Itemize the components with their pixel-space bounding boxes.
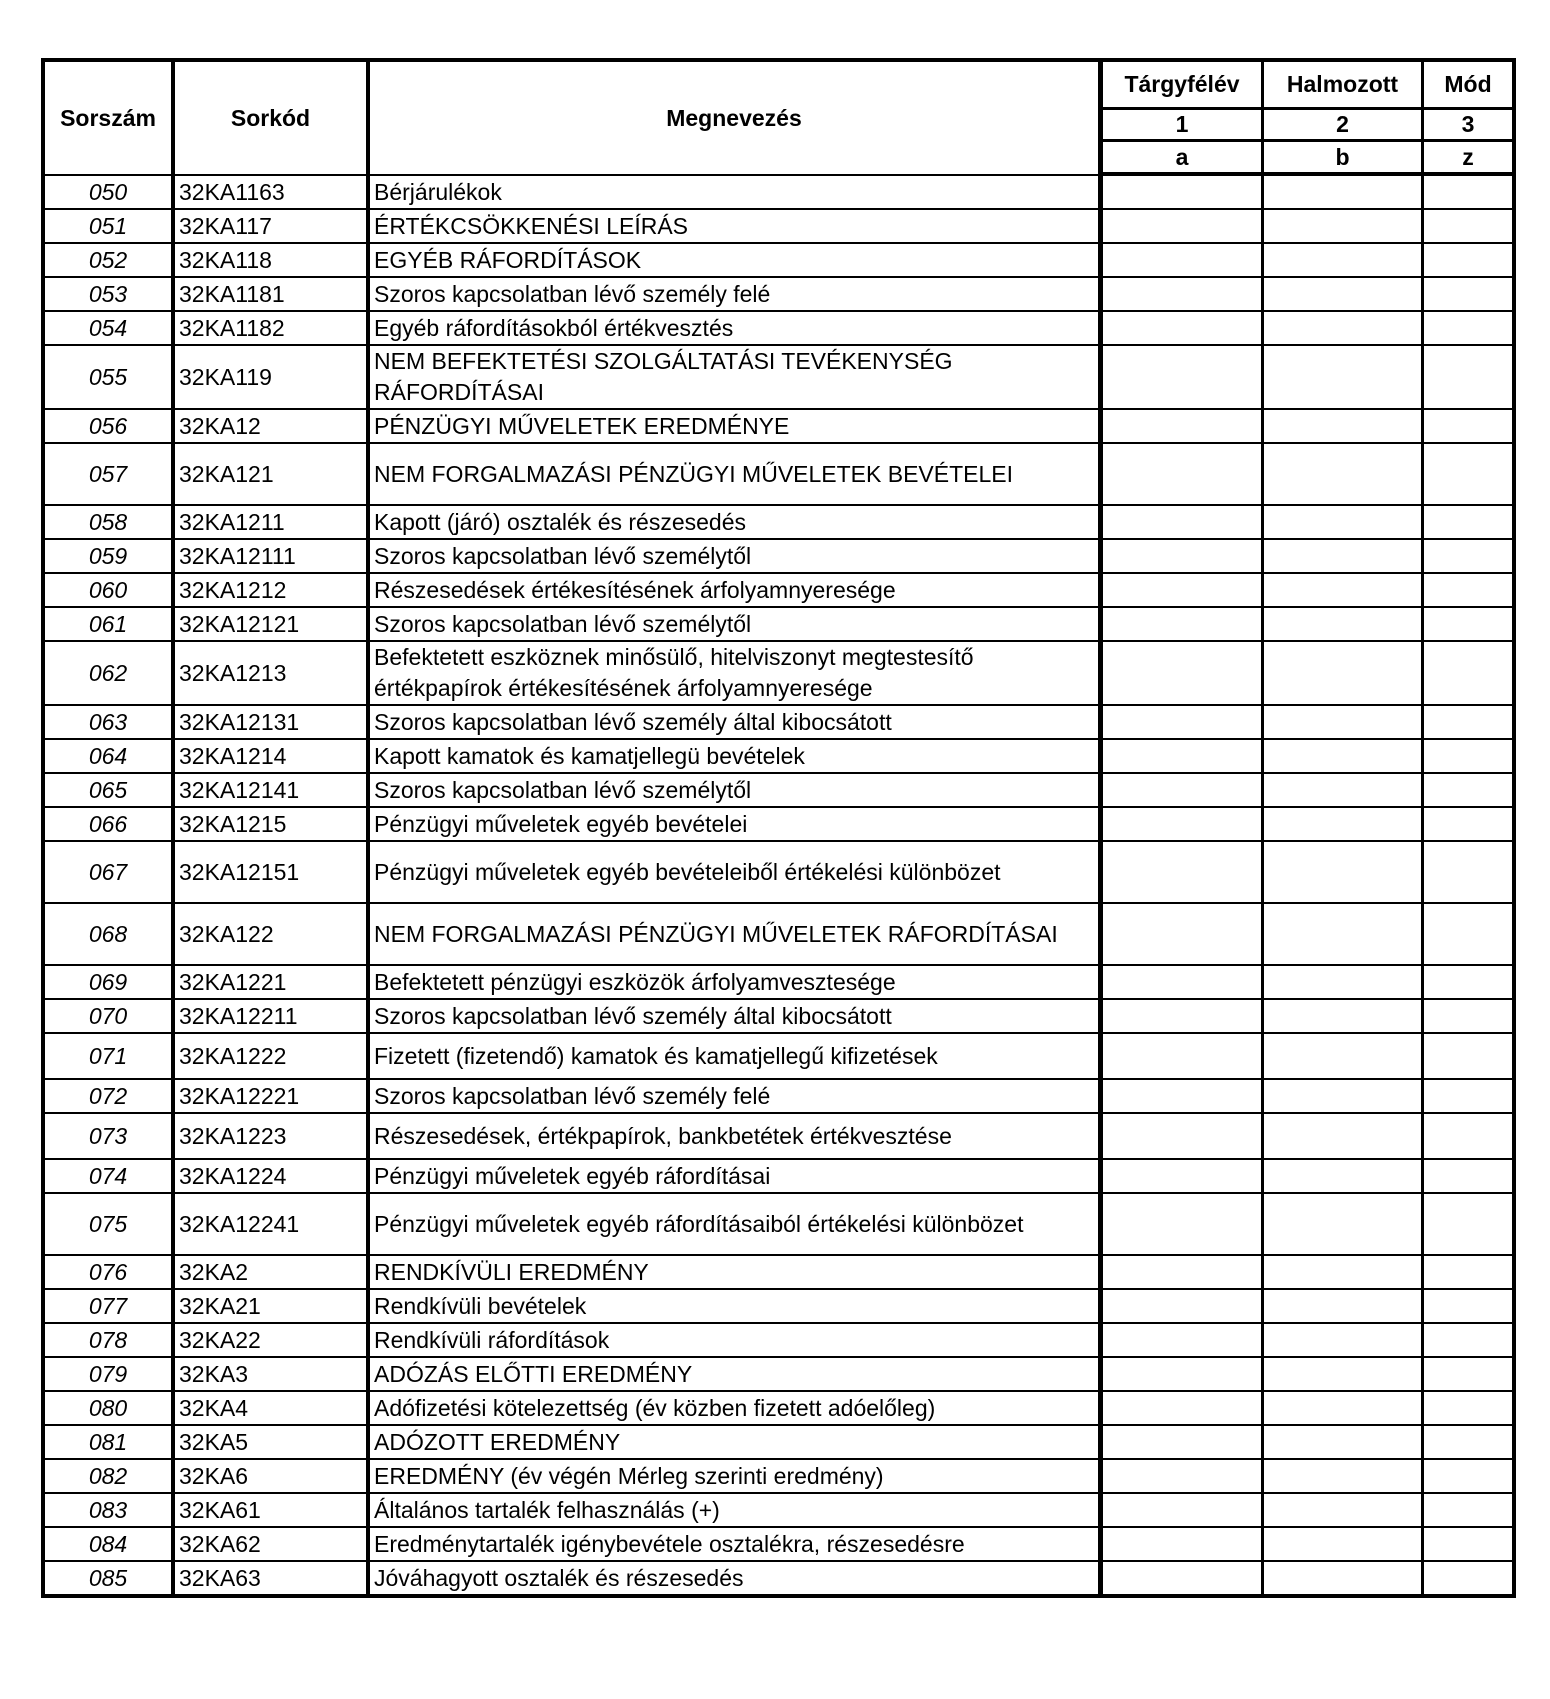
row-value-mod[interactable] [1424,1528,1512,1562]
row-sorkod: 32KA1222 [175,1034,370,1080]
row-sorkod: 32KA1181 [175,278,370,312]
table-row [45,1562,1512,1594]
row-value-halmozott[interactable] [1264,1494,1424,1528]
row-value-halmozott[interactable] [1264,608,1424,642]
row-value-halmozott[interactable] [1264,176,1424,210]
table-row [45,1256,1512,1290]
row-sorkod: 32KA1182 [175,312,370,346]
table-row [45,506,1512,540]
row-value-halmozott[interactable] [1264,842,1424,904]
row-value-targyfelev[interactable] [1103,740,1264,774]
row-value-mod[interactable] [1424,1114,1512,1160]
row-value-mod[interactable] [1424,1494,1512,1528]
row-value-mod[interactable] [1424,706,1512,740]
row-sorkod: 32KA1224 [175,1160,370,1194]
row-value-mod[interactable] [1424,608,1512,642]
row-sorkod: 32KA12131 [175,706,370,740]
row-sorkod: 32KA119 [175,346,370,410]
row-value-targyfelev[interactable] [1103,176,1264,210]
row-sorszam: 052 [45,244,175,278]
row-value-mod[interactable] [1424,1034,1512,1080]
row-megnevezes: PÉNZÜGYI MŰVELETEK EREDMÉNYE [370,410,1103,444]
table-row [45,1324,1512,1358]
table-row [45,444,1512,506]
row-megnevezes: Eredménytartalék igénybevétele osztalékra, részesedésre [370,1528,1103,1562]
row-value-mod[interactable] [1424,1160,1512,1194]
row-value-mod[interactable] [1424,312,1512,346]
row-megnevezes: EGYÉB RÁFORDÍTÁSOK [370,244,1103,278]
row-sorszam: 075 [45,1194,175,1256]
row-sorkod: 32KA122 [175,904,370,966]
header-halmozott: Halmozott [1264,62,1424,110]
row-value-targyfelev[interactable] [1103,774,1264,808]
row-value-targyfelev[interactable] [1103,706,1264,740]
row-value-targyfelev[interactable] [1103,1114,1264,1160]
row-value-halmozott[interactable] [1264,904,1424,966]
row-megnevezes: Pénzügyi műveletek egyéb ráfordításai [370,1160,1103,1194]
row-sorkod: 32KA118 [175,244,370,278]
row-sorszam: 058 [45,506,175,540]
row-megnevezes: Szoros kapcsolatban lévő személy felé [370,278,1103,312]
row-sorkod: 32KA63 [175,1562,370,1594]
row-sorkod: 32KA1213 [175,642,370,706]
row-value-halmozott[interactable] [1264,574,1424,608]
row-value-halmozott[interactable] [1264,740,1424,774]
report-table [45,62,1512,1594]
row-value-halmozott[interactable] [1264,808,1424,842]
row-value-mod[interactable] [1424,1392,1512,1426]
row-sorkod: 32KA12241 [175,1194,370,1256]
row-value-targyfelev[interactable] [1103,642,1264,706]
row-value-halmozott[interactable] [1264,410,1424,444]
row-value-mod[interactable] [1424,904,1512,966]
row-value-mod[interactable] [1424,966,1512,1000]
row-megnevezes: Pénzügyi műveletek egyéb bevételeiből értékelési különbözet [370,842,1103,904]
row-value-mod[interactable] [1424,1080,1512,1114]
row-value-mod[interactable] [1424,842,1512,904]
row-sorszam: 073 [45,1114,175,1160]
row-megnevezes: Befektetett eszköznek minősülő, hitelviszonyt megtestesítő értékpapírok értékesítésének árfolyamnyeresége [370,642,1103,706]
row-value-mod[interactable] [1424,540,1512,574]
table-body [45,176,1512,1594]
row-value-halmozott[interactable] [1264,1324,1424,1358]
row-sorszam: 059 [45,540,175,574]
row-megnevezes: Szoros kapcsolatban lévő személy által kibocsátott [370,706,1103,740]
row-value-mod[interactable] [1424,1000,1512,1034]
row-sorszam: 064 [45,740,175,774]
row-megnevezes: NEM FORGALMAZÁSI PÉNZÜGYI MŰVELETEK RÁFORDÍTÁSAI [370,904,1103,966]
header-col-num: 2 [1264,110,1424,142]
row-value-targyfelev[interactable] [1103,444,1264,506]
row-value-halmozott[interactable] [1264,706,1424,740]
row-sorkod: 32KA12141 [175,774,370,808]
row-sorszam: 085 [45,1562,175,1594]
row-sorszam: 082 [45,1460,175,1494]
row-sorszam: 083 [45,1494,175,1528]
row-value-targyfelev[interactable] [1103,1324,1264,1358]
table-row [45,1194,1512,1256]
row-value-targyfelev[interactable] [1103,244,1264,278]
row-value-targyfelev[interactable] [1103,1562,1264,1594]
row-value-mod[interactable] [1424,642,1512,706]
table-row [45,346,1512,410]
row-value-targyfelev[interactable] [1103,1256,1264,1290]
row-megnevezes: Általános tartalék felhasználás (+) [370,1494,1103,1528]
table-row [45,1290,1512,1324]
row-value-targyfelev[interactable] [1103,1528,1264,1562]
row-megnevezes: Rendkívüli ráfordítások [370,1324,1103,1358]
row-sorszam: 070 [45,1000,175,1034]
row-value-targyfelev[interactable] [1103,574,1264,608]
row-sorkod: 32KA12151 [175,842,370,904]
report-sheet [41,58,1516,1598]
row-value-targyfelev[interactable] [1103,1426,1264,1460]
row-megnevezes: Fizetett (fizetendő) kamatok és kamatjellegű kifizetések [370,1034,1103,1080]
row-value-targyfelev[interactable] [1103,312,1264,346]
row-value-halmozott[interactable] [1264,1528,1424,1562]
row-value-mod[interactable] [1424,210,1512,244]
row-value-targyfelev[interactable] [1103,1034,1264,1080]
row-sorszam: 079 [45,1358,175,1392]
row-sorkod: 32KA117 [175,210,370,244]
row-sorkod: 32KA21 [175,1290,370,1324]
row-megnevezes: ÉRTÉKCSÖKKENÉSI LEÍRÁS [370,210,1103,244]
row-sorkod: 32KA1215 [175,808,370,842]
row-value-targyfelev[interactable] [1103,966,1264,1000]
row-sorkod: 32KA2 [175,1256,370,1290]
header-sorszam: Sorszám [45,62,175,176]
table-row [45,842,1512,904]
row-sorszam: 067 [45,842,175,904]
row-value-mod[interactable] [1424,506,1512,540]
row-sorszam: 077 [45,1290,175,1324]
row-sorszam: 061 [45,608,175,642]
header-targyfelev: Tárgyfélév [1103,62,1264,110]
row-sorszam: 060 [45,574,175,608]
row-megnevezes: Bérjárulékok [370,176,1103,210]
row-megnevezes: Rendkívüli bevételek [370,1290,1103,1324]
row-megnevezes: Kapott kamatok és kamatjellegü bevételek [370,740,1103,774]
row-value-targyfelev[interactable] [1103,540,1264,574]
row-value-mod[interactable] [1424,444,1512,506]
table-row [45,278,1512,312]
row-megnevezes: Szoros kapcsolatban lévő személy felé [370,1080,1103,1114]
header-col-code: a [1103,142,1264,176]
row-sorszam: 051 [45,210,175,244]
row-megnevezes: Részesedések, értékpapírok, bankbetétek értékvesztése [370,1114,1103,1160]
row-value-halmozott[interactable] [1264,1160,1424,1194]
row-sorszam: 068 [45,904,175,966]
row-megnevezes: Pénzügyi műveletek egyéb bevételei [370,808,1103,842]
row-value-mod[interactable] [1424,1460,1512,1494]
row-value-mod[interactable] [1424,774,1512,808]
row-value-targyfelev[interactable] [1103,842,1264,904]
table-row [45,540,1512,574]
row-megnevezes: Szoros kapcsolatban lévő személy által kibocsátott [370,1000,1103,1034]
row-value-mod[interactable] [1424,1426,1512,1460]
row-sorszam: 056 [45,410,175,444]
header-sorkod: Sorkód [175,62,370,176]
row-sorkod: 32KA4 [175,1392,370,1426]
row-value-targyfelev[interactable] [1103,346,1264,410]
row-megnevezes: Szoros kapcsolatban lévő személytől [370,774,1103,808]
row-sorszam: 078 [45,1324,175,1358]
header-mod: Mód [1424,62,1512,110]
row-sorkod: 32KA1221 [175,966,370,1000]
row-value-mod[interactable] [1424,1358,1512,1392]
row-value-targyfelev[interactable] [1103,608,1264,642]
row-value-mod[interactable] [1424,1256,1512,1290]
row-value-halmozott[interactable] [1264,244,1424,278]
row-sorkod: 32KA12221 [175,1080,370,1114]
row-value-targyfelev[interactable] [1103,1194,1264,1256]
row-sorkod: 32KA5 [175,1426,370,1460]
row-value-mod[interactable] [1424,1324,1512,1358]
row-megnevezes: Részesedések értékesítésének árfolyamnyeresége [370,574,1103,608]
row-value-mod[interactable] [1424,278,1512,312]
row-value-targyfelev[interactable] [1103,1460,1264,1494]
row-megnevezes: NEM FORGALMAZÁSI PÉNZÜGYI MŰVELETEK BEVÉTELEI [370,444,1103,506]
table-row [45,1426,1512,1460]
row-value-mod[interactable] [1424,1194,1512,1256]
row-sorkod: 32KA12121 [175,608,370,642]
row-value-halmozott[interactable] [1264,1392,1424,1426]
row-value-targyfelev[interactable] [1103,1290,1264,1324]
row-value-halmozott[interactable] [1264,774,1424,808]
table-header [45,62,1512,176]
row-value-halmozott[interactable] [1264,1562,1424,1594]
row-value-halmozott[interactable] [1264,1194,1424,1256]
row-sorszam: 076 [45,1256,175,1290]
row-value-halmozott[interactable] [1264,210,1424,244]
table-row [45,410,1512,444]
row-sorkod: 32KA61 [175,1494,370,1528]
row-sorszam: 066 [45,808,175,842]
row-megnevezes: NEM BEFEKTETÉSI SZOLGÁLTATÁSI TEVÉKENYSÉG RÁFORDÍTÁSAI [370,346,1103,410]
row-value-halmozott[interactable] [1264,966,1424,1000]
table-row [45,1460,1512,1494]
row-value-mod[interactable] [1424,1562,1512,1594]
row-value-halmozott[interactable] [1264,1034,1424,1080]
table-row [45,1160,1512,1194]
row-megnevezes: Befektetett pénzügyi eszközök árfolyamvesztesége [370,966,1103,1000]
row-sorkod: 32KA3 [175,1358,370,1392]
row-sorszam: 065 [45,774,175,808]
table-row [45,1392,1512,1426]
row-value-halmozott[interactable] [1264,278,1424,312]
row-value-halmozott[interactable] [1264,642,1424,706]
row-sorkod: 32KA121 [175,444,370,506]
table-row [45,608,1512,642]
row-value-halmozott[interactable] [1264,1114,1424,1160]
table-row [45,574,1512,608]
row-sorkod: 32KA1214 [175,740,370,774]
table-row [45,176,1512,210]
row-sorkod: 32KA12 [175,410,370,444]
row-megnevezes: ADÓZOTT EREDMÉNY [370,1426,1103,1460]
row-value-targyfelev[interactable] [1103,410,1264,444]
row-sorszam: 069 [45,966,175,1000]
row-sorkod: 32KA1211 [175,506,370,540]
row-value-halmozott[interactable] [1264,444,1424,506]
table-row [45,1358,1512,1392]
row-value-targyfelev[interactable] [1103,1392,1264,1426]
row-megnevezes: Adófizetési kötelezettség (év közben fizetett adóelőleg) [370,1392,1103,1426]
row-sorkod: 32KA1223 [175,1114,370,1160]
row-value-targyfelev[interactable] [1103,1080,1264,1114]
row-sorkod: 32KA1212 [175,574,370,608]
row-value-mod[interactable] [1424,574,1512,608]
row-value-mod[interactable] [1424,1290,1512,1324]
row-value-targyfelev[interactable] [1103,1494,1264,1528]
row-value-targyfelev[interactable] [1103,904,1264,966]
row-value-targyfelev[interactable] [1103,1358,1264,1392]
row-megnevezes: EREDMÉNY (év végén Mérleg szerinti eredmény) [370,1460,1103,1494]
row-value-halmozott[interactable] [1264,1290,1424,1324]
row-value-halmozott[interactable] [1264,540,1424,574]
row-value-targyfelev[interactable] [1103,1000,1264,1034]
row-value-targyfelev[interactable] [1103,506,1264,540]
table-row [45,1034,1512,1080]
header-col-num: 3 [1424,110,1512,142]
row-value-mod[interactable] [1424,808,1512,842]
header-megnevezes: Megnevezés [370,62,1103,176]
header-col-code: b [1264,142,1424,176]
table-row [45,1528,1512,1562]
row-megnevezes: Jóváhagyott osztalék és részesedés [370,1562,1103,1594]
table-row [45,706,1512,740]
table-row [45,740,1512,774]
row-value-halmozott[interactable] [1264,312,1424,346]
row-value-halmozott[interactable] [1264,506,1424,540]
row-megnevezes: Kapott (járó) osztalék és részesedés [370,506,1103,540]
row-sorszam: 063 [45,706,175,740]
row-sorszam: 080 [45,1392,175,1426]
row-sorszam: 055 [45,346,175,410]
row-value-halmozott[interactable] [1264,1080,1424,1114]
row-value-halmozott[interactable] [1264,1460,1424,1494]
row-sorszam: 084 [45,1528,175,1562]
row-sorkod: 32KA6 [175,1460,370,1494]
row-value-halmozott[interactable] [1264,1000,1424,1034]
row-megnevezes: Egyéb ráfordításokból értékvesztés [370,312,1103,346]
row-value-halmozott[interactable] [1264,1426,1424,1460]
header-col-num: 1 [1103,110,1264,142]
row-megnevezes: Pénzügyi műveletek egyéb ráfordításaiból értékelési különbözet [370,1194,1103,1256]
row-value-targyfelev[interactable] [1103,210,1264,244]
table-row [45,808,1512,842]
table-row [45,642,1512,706]
row-value-mod[interactable] [1424,410,1512,444]
row-sorszam: 057 [45,444,175,506]
table-row [45,1114,1512,1160]
header-col-code: z [1424,142,1512,176]
row-value-halmozott[interactable] [1264,1358,1424,1392]
table-row [45,966,1512,1000]
row-megnevezes: RENDKÍVÜLI EREDMÉNY [370,1256,1103,1290]
table-row [45,904,1512,966]
row-sorszam: 071 [45,1034,175,1080]
row-value-halmozott[interactable] [1264,346,1424,410]
row-value-targyfelev[interactable] [1103,278,1264,312]
row-sorszam: 062 [45,642,175,706]
row-megnevezes: Szoros kapcsolatban lévő személytől [370,540,1103,574]
row-sorszam: 081 [45,1426,175,1460]
row-megnevezes: Szoros kapcsolatban lévő személytől [370,608,1103,642]
row-sorkod: 32KA62 [175,1528,370,1562]
table-row [45,1000,1512,1034]
row-sorszam: 074 [45,1160,175,1194]
row-sorszam: 072 [45,1080,175,1114]
row-sorszam: 053 [45,278,175,312]
table-row [45,774,1512,808]
row-value-mod[interactable] [1424,346,1512,410]
row-value-mod[interactable] [1424,176,1512,210]
row-sorkod: 32KA12211 [175,1000,370,1034]
row-value-targyfelev[interactable] [1103,808,1264,842]
table-row [45,244,1512,278]
table-row [45,210,1512,244]
row-sorkod: 32KA12111 [175,540,370,574]
row-sorkod: 32KA22 [175,1324,370,1358]
row-sorszam: 050 [45,176,175,210]
row-value-targyfelev[interactable] [1103,1160,1264,1194]
row-sorkod: 32KA1163 [175,176,370,210]
table-row [45,1494,1512,1528]
row-sorszam: 054 [45,312,175,346]
table-row [45,312,1512,346]
row-value-mod[interactable] [1424,740,1512,774]
table-row [45,1080,1512,1114]
row-value-halmozott[interactable] [1264,1256,1424,1290]
row-megnevezes: ADÓZÁS ELŐTTI EREDMÉNY [370,1358,1103,1392]
row-value-mod[interactable] [1424,244,1512,278]
